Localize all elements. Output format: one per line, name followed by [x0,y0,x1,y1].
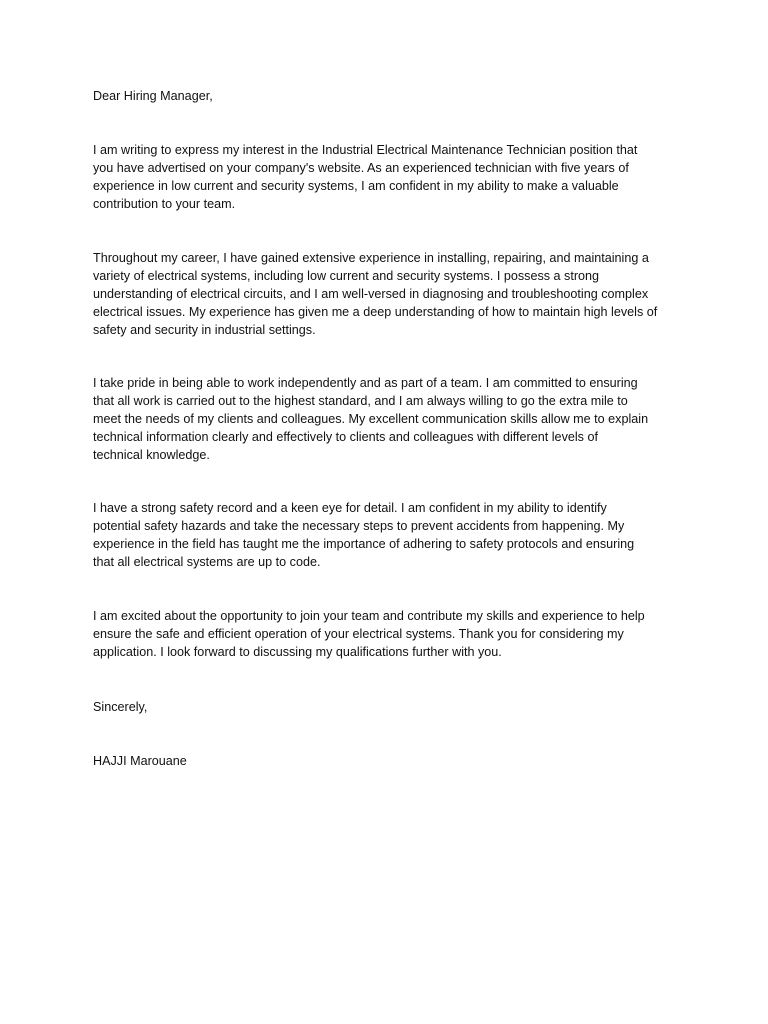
paragraph-3 [93,374,683,464]
paragraph-line: variety of electrical systems, including low current and security systems. I possess a strong [93,269,600,283]
paragraph-line: application. I look forward to discussing my qualifications further with you. [93,645,502,659]
paragraph-line: safety and security in industrial settings. [93,323,316,337]
paragraph-2 [93,249,683,339]
paragraph-4 [93,499,683,571]
closing-text: Sincerely, [93,700,148,714]
paragraph-line: that all electrical systems are up to code. [93,555,321,569]
paragraph-line: that all work is carried out to the highest standard, and I am always willing to go the extra mile to [93,394,628,408]
paragraph-line: potential safety hazards and take the necessary steps to prevent accidents from happening. My [93,519,625,533]
paragraph-line: you have advertised on your company's website. As an experienced technician with five years of [93,161,629,175]
paragraph-line: understanding of electrical circuits, and I am well-versed in diagnosing and troubleshooting complex [93,287,649,301]
paragraph-line: Throughout my career, I have gained extensive experience in installing, repairing, and maintaining a [93,251,649,265]
paragraph-5 [93,607,683,661]
paragraph-line: experience in the field has taught me the importance of adhering to safety protocols and ensuring [93,537,635,551]
paragraph-line: I am writing to express my interest in the Industrial Electrical Maintenance Technician position that [93,143,638,157]
paragraph-1 [93,141,683,213]
signature-name: HAJJI Marouane [93,754,187,768]
signature [93,752,683,770]
paragraph-line: I have a strong safety record and a keen eye for detail. I am confident in my ability to identify [93,501,607,515]
salutation-text: Dear Hiring Manager, [93,89,213,103]
paragraph-line: I am excited about the opportunity to join your team and contribute my skills and experience to help [93,609,645,623]
paragraph-line: electrical issues. My experience has given me a deep understanding of how to maintain high levels of [93,305,658,319]
paragraph-line: I take pride in being able to work independently and as part of a team. I am committed to ensuring [93,376,638,390]
paragraph-line: meet the needs of my clients and colleagues. My excellent communication skills allow me to explain [93,412,649,426]
paragraph-line: experience in low current and security systems, I am confident in my ability to make a valuable [93,179,619,193]
paragraph-line: ensure the safe and efficient operation of your electrical systems. Thank you for considering my [93,627,624,641]
closing [93,698,683,716]
paragraph-line: technical information clearly and effectively to clients and colleagues with different levels of [93,430,598,444]
paragraph-line: contribution to your team. [93,197,236,211]
salutation [93,87,683,105]
paragraph-line: technical knowledge. [93,448,210,462]
